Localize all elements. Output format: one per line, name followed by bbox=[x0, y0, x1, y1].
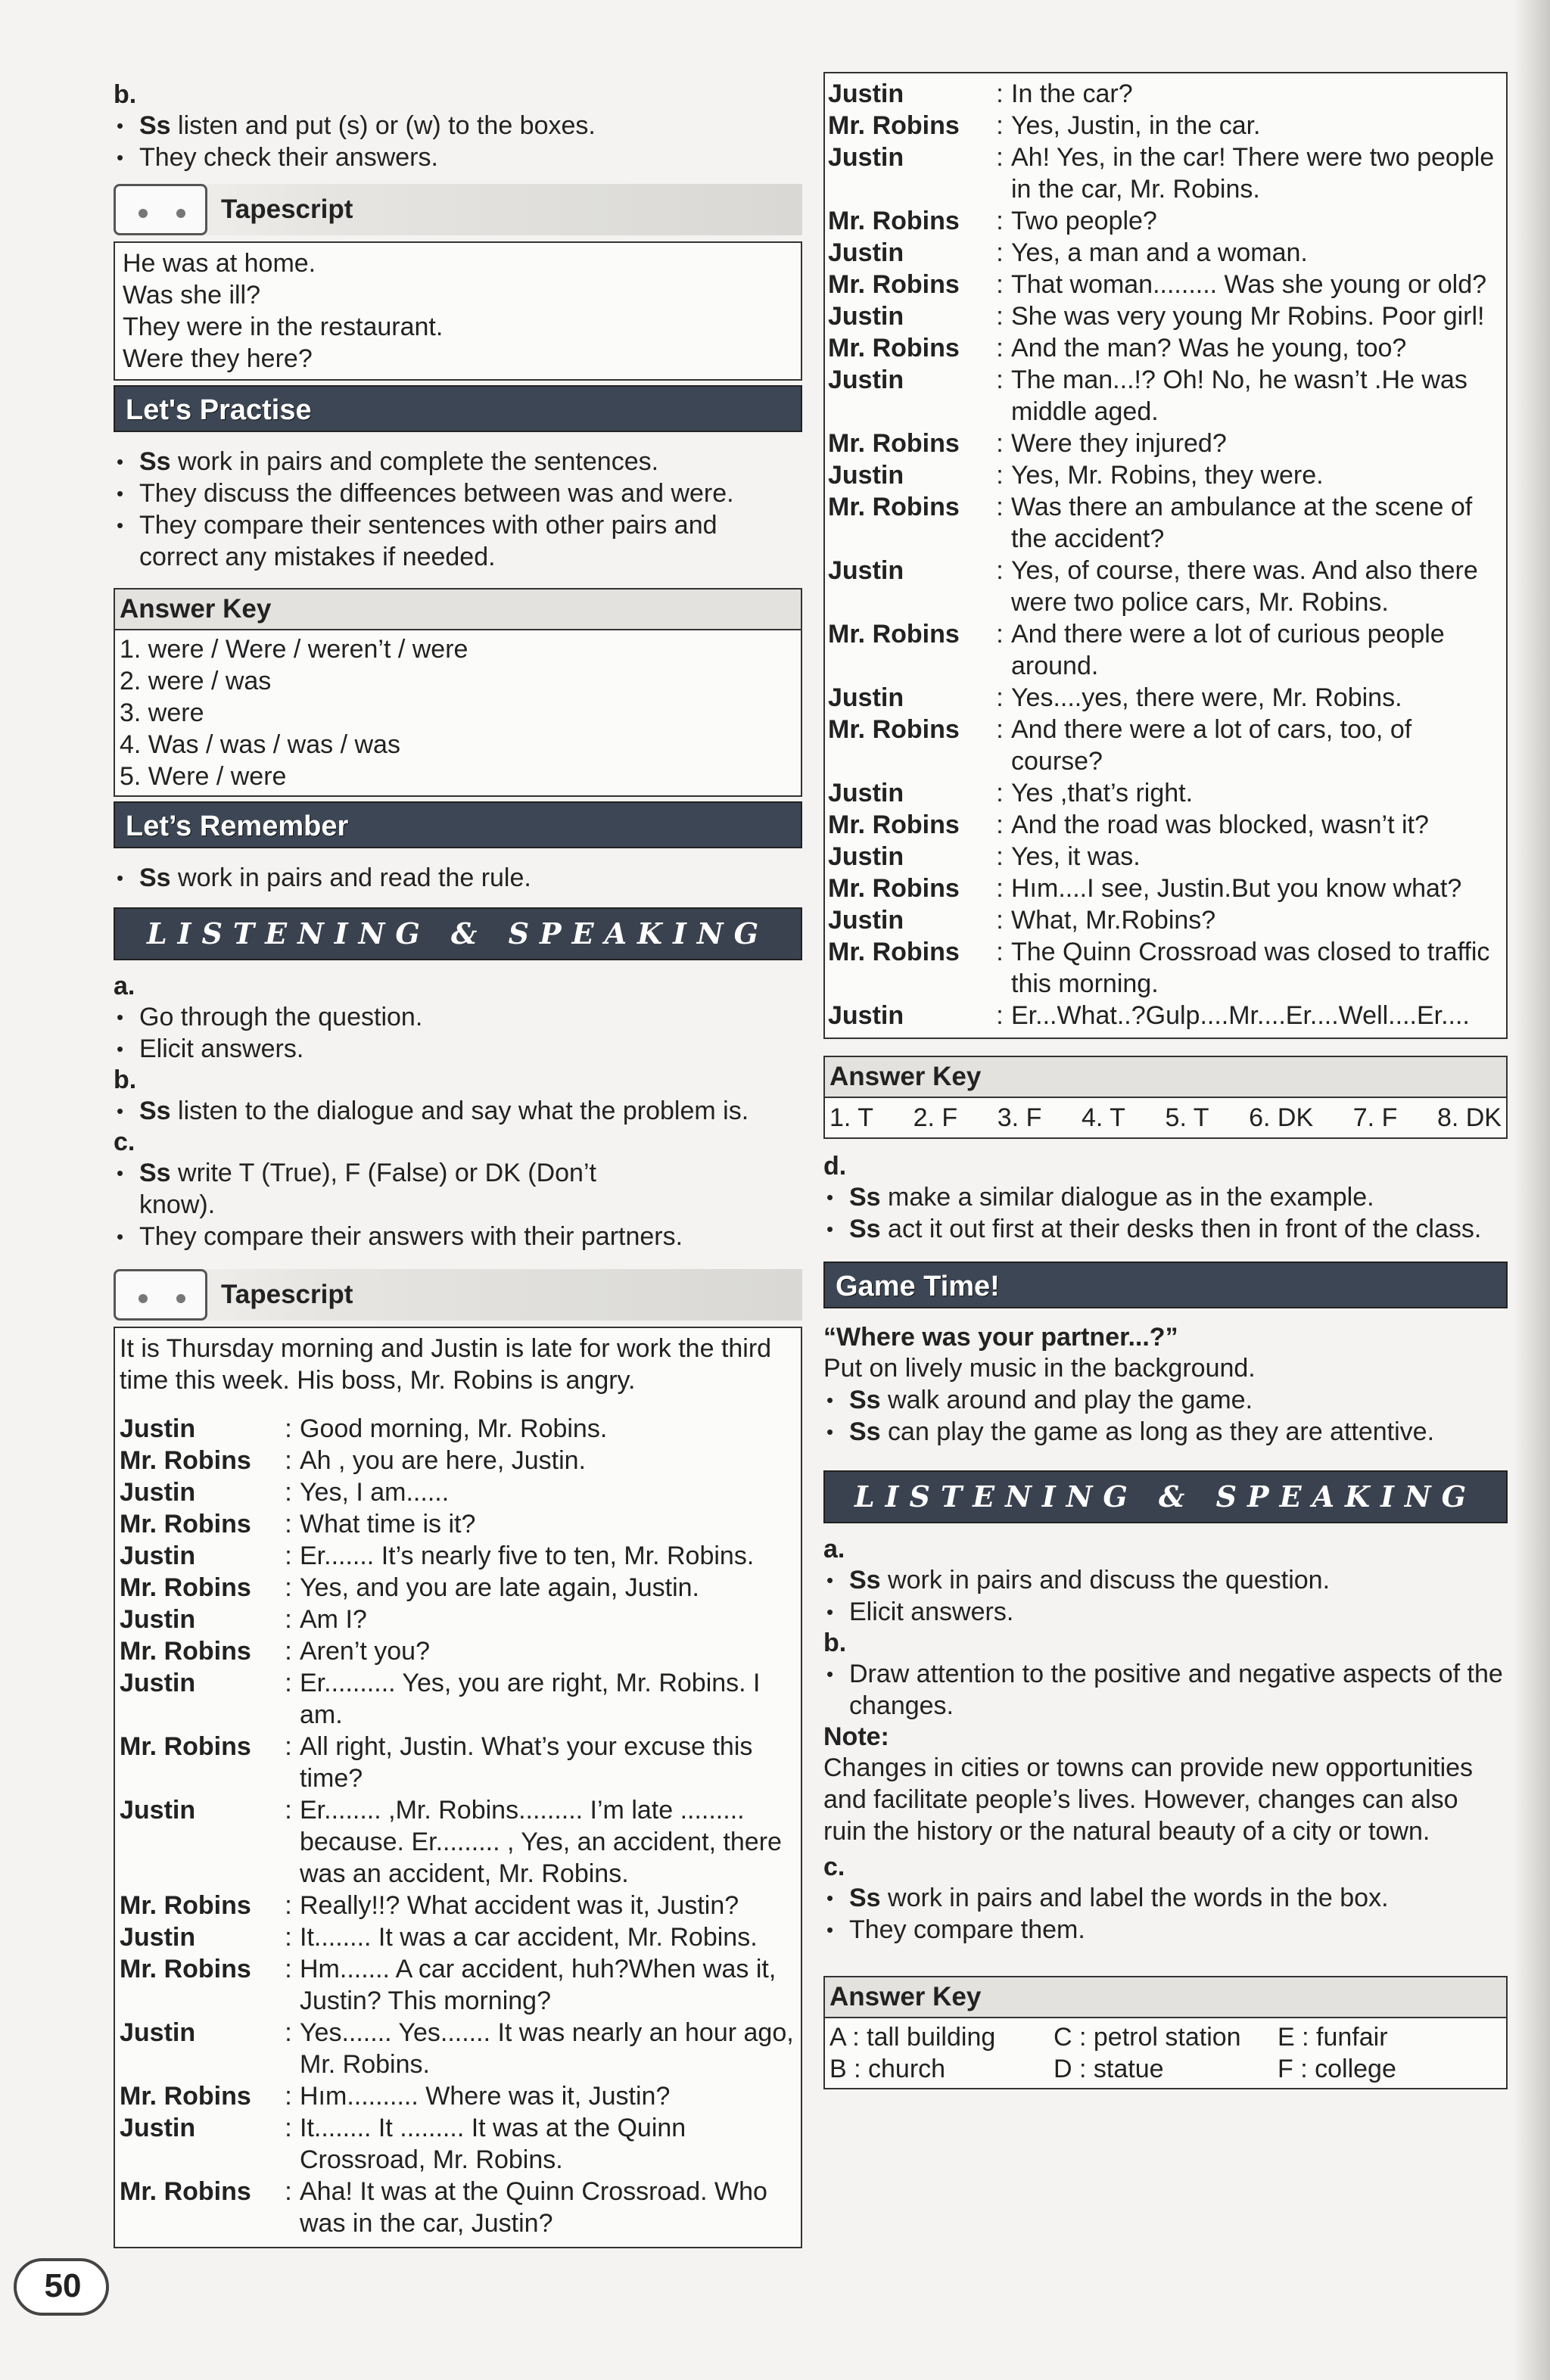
answer-item: 3. F bbox=[997, 1103, 1042, 1132]
list-item: • Ss work in pairs and label the words in the box. bbox=[823, 1882, 1508, 1914]
dialogue-colon: : bbox=[285, 1923, 292, 1952]
dialogue-speaker: Justin bbox=[120, 1478, 196, 1507]
dialogue-line: Ah! Yes, in the car! There were two people in the car, Mr. Robins. bbox=[1011, 143, 1495, 204]
answer-key-box bbox=[114, 588, 802, 797]
dialogue-colon: : bbox=[285, 1414, 292, 1443]
answer-item: 4. T bbox=[1081, 1103, 1125, 1132]
game-intro: Put on lively music in the background. bbox=[823, 1354, 1256, 1383]
dialogue-line: Yes, and you are late again, Justin. bbox=[300, 1573, 699, 1602]
dialogue-line: Am I? bbox=[300, 1605, 367, 1634]
dialogue-colon: : bbox=[285, 1637, 292, 1666]
dialogue-line: Ah , you are here, Justin. bbox=[300, 1446, 586, 1475]
dialogue-speaker: Mr. Robins bbox=[828, 493, 960, 521]
tapescript-header bbox=[114, 184, 802, 235]
list-item: • They compare their sentences with other pairs and correct any mistakes if needed. bbox=[114, 509, 802, 573]
dialogue-line: Yes, Mr. Robins, they were. bbox=[1011, 461, 1324, 490]
dialogue-colon: : bbox=[285, 2114, 292, 2142]
answer-item: C : petrol station bbox=[1054, 2023, 1241, 2052]
tapescript-line: He was at home. bbox=[123, 249, 316, 278]
dialogue-speaker: Mr. Robins bbox=[828, 270, 960, 299]
tapescript-box bbox=[114, 241, 802, 381]
list-item: • Ss write T (True), F (False) or DK (Don’t know). bbox=[114, 1157, 666, 1221]
list-item: • Ss make a similar dialogue as in the example. bbox=[823, 1181, 1508, 1213]
answer-line: 4. Was / was / was / was bbox=[120, 730, 400, 759]
section-c-bullets-2 bbox=[114, 1221, 802, 1252]
dialogue-speaker: Justin bbox=[828, 779, 904, 807]
dialogue-colon: : bbox=[996, 79, 1004, 108]
note-text: Changes in cities or towns can provide new opportunities and facilitate people’s lives. However, changes can also ruin the history or the natural beauty of a city or town. bbox=[823, 1753, 1474, 1846]
answer-key-title: Answer Key bbox=[115, 590, 801, 630]
dialogue-colon: : bbox=[996, 874, 1004, 903]
dialogue-speaker: Justin bbox=[828, 366, 904, 394]
dialogue-line: Hm....... A car accident, huh?When was it, Justin? This morning? bbox=[300, 1955, 777, 2015]
section-c-label: c. bbox=[114, 1128, 135, 1156]
cassette-icon bbox=[114, 1269, 207, 1321]
dialogue-speaker: Mr. Robins bbox=[120, 1732, 251, 1761]
dialogue-line: Yes....yes, there were, Mr. Robins. bbox=[1011, 683, 1402, 712]
answer-line: 2. were / was bbox=[120, 667, 272, 695]
dialogue-box-continued bbox=[823, 72, 1508, 1039]
list-item: • They compare them. bbox=[823, 1914, 1508, 1946]
answer-key-body bbox=[825, 1098, 1506, 1137]
answer-item: 8. DK bbox=[1436, 1103, 1502, 1132]
dialogue-colon: : bbox=[996, 906, 1004, 935]
list-item: • Elicit answers. bbox=[823, 1596, 1508, 1628]
note-label: Note: bbox=[823, 1722, 889, 1751]
list-item: • They check their answers. bbox=[114, 142, 802, 173]
dialogue-line: Er...What..?Gulp....Mr....Er....Well....Er.... bbox=[1011, 1001, 1470, 1030]
answer-key-body bbox=[115, 630, 801, 795]
answer-item: 1. T bbox=[829, 1103, 873, 1132]
dialogue-speaker: Mr. Robins bbox=[120, 1573, 251, 1602]
dialogue-speaker: Mr. Robins bbox=[120, 1637, 251, 1666]
dialogue-colon: : bbox=[996, 1001, 1004, 1030]
dialogue-line: Two people? bbox=[1011, 207, 1157, 235]
tapescript-title: Tapescript bbox=[221, 194, 353, 224]
dialogue-colon: : bbox=[285, 1669, 292, 1697]
dialogue-colon: : bbox=[285, 1796, 292, 1825]
tapescript-line: They were in the restaurant. bbox=[123, 313, 444, 341]
left-column bbox=[114, 79, 802, 2248]
dialogue-line: Hım.......... Where was it, Justin? bbox=[300, 2082, 671, 2111]
dialogue-line: Yes, I am...... bbox=[300, 1478, 450, 1507]
dialogue-line: Were they injured? bbox=[1011, 429, 1227, 458]
list-item: • Go through the question. bbox=[114, 1001, 802, 1033]
dialogue-line: That woman......... Was she young or old? bbox=[1011, 270, 1487, 299]
dialogue-colon: : bbox=[996, 302, 1004, 331]
page-edge-shadow bbox=[1514, 0, 1550, 2380]
dialogue-speaker: Mr. Robins bbox=[828, 715, 960, 744]
answer-key-box bbox=[823, 1056, 1508, 1139]
dialogue-line: The man...!? Oh! No, he wasn’t .He was middle aged. bbox=[1011, 366, 1468, 426]
tapescript-title: Tapescript bbox=[221, 1280, 353, 1309]
dialogue-line: She was very young Mr Robins. Poor girl! bbox=[1011, 302, 1485, 331]
dialogue-colon: : bbox=[996, 207, 1004, 235]
answer-item: E : funfair bbox=[1278, 2023, 1388, 2052]
dialogue-intro: It is Thursday morning and Justin is late for work the third time this week. His boss, Mr. Robins is angry. bbox=[120, 1334, 772, 1395]
dialogue-colon: : bbox=[996, 779, 1004, 807]
list-item: • Draw attention to the positive and negative aspects of the changes. bbox=[823, 1658, 1508, 1722]
dialogue-speaker: Justin bbox=[120, 1542, 196, 1570]
dialogue-speaker: Mr. Robins bbox=[828, 429, 960, 458]
dialogue-speaker: Justin bbox=[120, 1605, 196, 1634]
list-item: • Ss can play the game as long as they are attentive. bbox=[823, 1416, 1508, 1448]
dialogue-speaker: Mr. Robins bbox=[120, 1446, 251, 1475]
dialogue-colon: : bbox=[996, 429, 1004, 458]
page-number: 50 bbox=[44, 2267, 82, 2304]
dialogue-colon: : bbox=[285, 1955, 292, 1983]
answer-item: 6. DK bbox=[1249, 1103, 1314, 1132]
dialogue-colon: : bbox=[996, 683, 1004, 712]
dialogue-speaker: Mr. Robins bbox=[120, 2082, 251, 2111]
section-b-bullets bbox=[114, 110, 802, 173]
dialogue-speaker: Mr. Robins bbox=[828, 938, 960, 966]
dialogue-speaker: Mr. Robins bbox=[828, 207, 960, 235]
section-a-bullets bbox=[114, 1001, 802, 1065]
dialogue-speaker: Mr. Robins bbox=[120, 2177, 251, 2206]
tapescript-line: Were they here? bbox=[123, 344, 313, 373]
dialogue-line: Yes, it was. bbox=[1011, 842, 1141, 871]
section-a-label: a. bbox=[823, 1535, 845, 1563]
dialogue-speaker: Justin bbox=[120, 2114, 196, 2142]
dialogue-colon: : bbox=[996, 493, 1004, 521]
dialogue-colon: : bbox=[996, 715, 1004, 744]
dialogue-line: Yes....... Yes....... It was nearly an hour ago, Mr. Robins. bbox=[300, 2018, 794, 2079]
dialogue-colon: : bbox=[996, 111, 1004, 140]
answer-item: B : church bbox=[829, 2055, 946, 2083]
section-d-bullets bbox=[823, 1181, 1508, 1245]
dialogue-box bbox=[114, 1327, 802, 2248]
answer-line: 5. Were / were bbox=[120, 762, 287, 791]
answer-item: A : tall building bbox=[829, 2023, 996, 2052]
dialogue-colon: : bbox=[996, 143, 1004, 172]
list-item: • Ss work in pairs and read the rule. bbox=[114, 862, 802, 894]
section-a-bullets bbox=[823, 1564, 1508, 1628]
dialogue-speaker: Mr. Robins bbox=[828, 111, 960, 140]
answer-item: 7. F bbox=[1352, 1103, 1398, 1132]
dialogue-line: It........ It ......... It was at the Quinn Crossroad, Mr. Robins. bbox=[300, 2114, 686, 2174]
list-item: • Ss walk around and play the game. bbox=[823, 1384, 1508, 1416]
section-d-label: d. bbox=[823, 1152, 847, 1181]
section-b-bullets bbox=[114, 1095, 802, 1127]
dialogue-colon: : bbox=[996, 620, 1004, 649]
dialogue-colon: : bbox=[996, 334, 1004, 362]
dialogue-colon: : bbox=[996, 366, 1004, 394]
cassette-icon bbox=[114, 184, 207, 235]
dialogue-line: The Quinn Crossroad was closed to traffic this morning. bbox=[1011, 938, 1490, 998]
answer-item: F : college bbox=[1278, 2055, 1396, 2083]
dialogue-speaker: Justin bbox=[828, 238, 904, 267]
dialogue-line: Yes ,that’s right. bbox=[1011, 779, 1194, 807]
dialogue-speaker: Mr. Robins bbox=[828, 810, 960, 839]
dialogue-line: Aha! It was at the Quinn Crossroad. Who was in the car, Justin? bbox=[300, 2177, 767, 2238]
section-c-label: c. bbox=[823, 1853, 845, 1881]
dialogue-speaker: Justin bbox=[828, 143, 904, 172]
list-item: • They discuss the diffeences between was and were. bbox=[114, 478, 802, 509]
dialogue-speaker: Mr. Robins bbox=[120, 1510, 251, 1538]
dialogue-speaker: Justin bbox=[828, 461, 904, 490]
dialogue-colon: : bbox=[285, 1605, 292, 1634]
dialogue-speaker: Justin bbox=[120, 1669, 196, 1697]
section-b-bullets bbox=[823, 1658, 1508, 1722]
section-b-label: b. bbox=[114, 80, 137, 109]
dialogue-colon: : bbox=[285, 1573, 292, 1602]
dialogue-speaker: Justin bbox=[828, 79, 904, 108]
dialogue-colon: : bbox=[285, 2018, 292, 2047]
dialogue-line: And the man? Was he young, too? bbox=[1011, 334, 1407, 362]
list-item: • Elicit answers. bbox=[114, 1033, 802, 1065]
dialogue-colon: : bbox=[996, 938, 1004, 966]
dialogue-line: Aren’t you? bbox=[300, 1637, 430, 1666]
dialogue-colon: : bbox=[996, 461, 1004, 490]
dialogue-colon: : bbox=[285, 2082, 292, 2111]
dialogue-colon: : bbox=[996, 810, 1004, 839]
dialogue-line: And the road was blocked, wasn’t it? bbox=[1011, 810, 1429, 839]
lets-practise-banner: Let's Practise bbox=[114, 385, 802, 432]
dialogue-line: Yes, Justin, in the car. bbox=[1011, 111, 1261, 140]
dialogue-line: All right, Justin. What’s your excuse this time? bbox=[300, 1732, 753, 1793]
dialogue-colon: : bbox=[996, 556, 1004, 585]
dialogue-speaker: Justin bbox=[120, 1414, 196, 1443]
dialogue-line: It........ It was a car accident, Mr. Robins. bbox=[300, 1923, 758, 1952]
dialogue-colon: : bbox=[285, 1446, 292, 1475]
tapescript-line: Was she ill? bbox=[123, 281, 261, 310]
dialogue-line: Yes, a man and a woman. bbox=[1011, 238, 1308, 267]
list-item: • Ss listen and put (s) or (w) to the boxes. bbox=[114, 110, 802, 142]
dialogue-speaker: Mr. Robins bbox=[828, 620, 960, 649]
dialogue-line: Hım....I see, Justin.But you know what? bbox=[1011, 874, 1462, 903]
dialogue-line: Was there an ambulance at the scene of the accident? bbox=[1011, 493, 1473, 553]
dialogue-line: Er........ ,Mr. Robins......... I’m late ......... because. Er......... , Yes, an accident, there was an accident, Mr. Robins. bbox=[300, 1796, 782, 1888]
listening-speaking-banner: LISTENING & SPEAKING bbox=[114, 907, 802, 960]
dialogue-speaker: Mr. Robins bbox=[120, 1891, 251, 1920]
dialogue-speaker: Mr. Robins bbox=[828, 874, 960, 903]
listening-speaking-banner: LISTENING & SPEAKING bbox=[823, 1470, 1508, 1523]
dialogue-speaker: Justin bbox=[120, 2018, 196, 2047]
dialogue-line: Good morning, Mr. Robins. bbox=[300, 1414, 608, 1443]
dialogue-speaker: Justin bbox=[828, 556, 904, 585]
dialogue-speaker: Justin bbox=[828, 683, 904, 712]
answer-item: D : statue bbox=[1054, 2055, 1164, 2083]
dialogue-colon: : bbox=[285, 1732, 292, 1761]
answer-item: 5. T bbox=[1165, 1103, 1209, 1132]
game-title: “Where was your partner...?” bbox=[823, 1323, 1178, 1352]
answer-line: 1. were / Were / weren’t / were bbox=[120, 635, 468, 664]
dialogue-line: What, Mr.Robins? bbox=[1011, 906, 1216, 935]
dialogue-grid bbox=[120, 1413, 796, 2239]
dialogue-line: In the car? bbox=[1011, 79, 1133, 108]
answer-item: 2. F bbox=[913, 1103, 958, 1132]
dialogue-colon: : bbox=[996, 842, 1004, 871]
dialogue-line: And there were a lot of cars, too, of course? bbox=[1011, 715, 1412, 776]
remember-bullets bbox=[114, 862, 802, 894]
section-b-label: b. bbox=[114, 1066, 137, 1094]
dialogue-colon: : bbox=[996, 238, 1004, 267]
lets-remember-banner: Let’s Remember bbox=[114, 801, 802, 848]
dialogue-colon: : bbox=[285, 1510, 292, 1538]
answer-line: 3. were bbox=[120, 698, 204, 727]
section-c-bullets bbox=[823, 1882, 1508, 1946]
answer-key-title: Answer Key bbox=[825, 1057, 1506, 1098]
dialogue-speaker: Justin bbox=[828, 302, 904, 331]
dialogue-line: Er....... It’s nearly five to ten, Mr. Robins. bbox=[300, 1542, 755, 1570]
answer-key-title: Answer Key bbox=[825, 1977, 1506, 2018]
game-bullets bbox=[823, 1384, 1508, 1448]
answer-key-body bbox=[825, 2018, 1506, 2088]
list-item: • Ss work in pairs and discuss the question. bbox=[823, 1564, 1508, 1596]
dialogue-speaker: Justin bbox=[828, 842, 904, 871]
dialogue-speaker: Justin bbox=[120, 1796, 196, 1825]
dialogue-line: Er.......... Yes, you are right, Mr. Robins. I am. bbox=[300, 1669, 761, 1729]
section-b-label: b. bbox=[823, 1629, 847, 1657]
dialogue-colon: : bbox=[285, 1891, 292, 1920]
list-item: • Ss act it out first at their desks then in front of the class. bbox=[823, 1213, 1508, 1245]
dialogue-colon: : bbox=[285, 1542, 292, 1570]
game-time-banner: Game Time! bbox=[823, 1262, 1508, 1308]
dialogue-speaker: Justin bbox=[120, 1923, 196, 1952]
dialogue-line: Yes, of course, there was. And also there were two police cars, Mr. Robins. bbox=[1011, 556, 1478, 617]
list-item: • Ss listen to the dialogue and say what the problem is. bbox=[114, 1095, 802, 1127]
dialogue-line: Really!!? What accident was it, Justin? bbox=[300, 1891, 739, 1920]
dialogue-speaker: Justin bbox=[828, 1001, 904, 1030]
dialogue-colon: : bbox=[996, 270, 1004, 299]
right-column bbox=[823, 72, 1508, 2089]
dialogue-grid bbox=[828, 78, 1502, 1031]
practise-bullets bbox=[114, 446, 802, 573]
dialogue-speaker: Mr. Robins bbox=[120, 1955, 251, 1983]
dialogue-speaker: Mr. Robins bbox=[828, 334, 960, 362]
dialogue-colon: : bbox=[285, 2177, 292, 2206]
dialogue-line: And there were a lot of curious people around. bbox=[1011, 620, 1445, 680]
tapescript-header bbox=[114, 1269, 802, 1321]
dialogue-line: What time is it? bbox=[300, 1510, 476, 1538]
section-c-bullets bbox=[114, 1157, 802, 1221]
answer-key-box bbox=[823, 1976, 1508, 2089]
dialogue-speaker: Justin bbox=[828, 906, 904, 935]
dialogue-colon: : bbox=[285, 1478, 292, 1507]
section-a-label: a. bbox=[114, 972, 135, 1000]
list-item: • They compare their answers with their partners. bbox=[114, 1221, 802, 1252]
list-item: • Ss work in pairs and complete the sentences. bbox=[114, 446, 802, 478]
page-number-badge bbox=[6, 2248, 110, 2323]
